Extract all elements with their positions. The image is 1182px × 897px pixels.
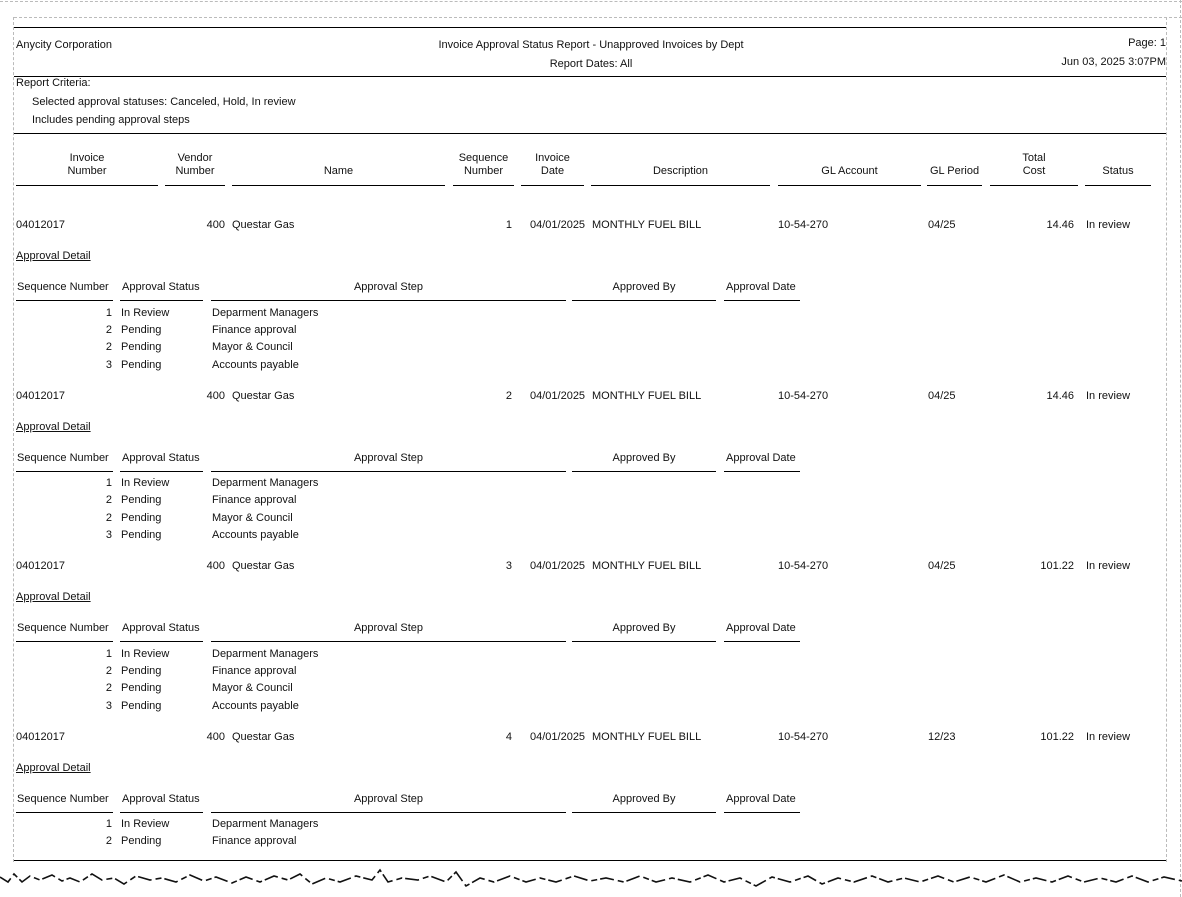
invoice-status: In review [1086,560,1131,572]
step-name: Finance approval [212,665,297,677]
vendor-number: 400 [206,731,225,743]
col-invoice-date-header: Invoice Date [535,152,570,177]
gl-account: 10-54-270 [778,560,829,572]
criteria-pending: Includes pending approval steps [32,114,190,126]
detail-approved-by-header: Approved By [612,281,676,293]
invoice-date: 04/01/2025 [530,560,586,572]
invoice-description: MONTHLY FUEL BILL [592,219,702,231]
detail-header-underline [572,471,716,472]
col-sequence-number-header: Sequence Number [458,152,509,177]
gl-account: 10-54-270 [778,390,829,402]
invoice-description: MONTHLY FUEL BILL [592,390,702,402]
vendor-name: Questar Gas [232,219,295,231]
invoice-status: In review [1086,731,1131,743]
step-sequence: 2 [105,665,112,677]
step-status: Pending [121,700,162,712]
step-sequence: 3 [105,700,112,712]
col-gl-period-header: GL Period [929,165,980,177]
invoice-date: 04/01/2025 [530,219,586,231]
header-underline [16,185,158,186]
step-status: Pending [121,665,162,677]
detail-header-underline [120,641,203,642]
total-cost: 101.22 [1040,731,1074,743]
invoice-status: In review [1086,219,1131,231]
step-status: Pending [121,324,162,336]
criteria-statuses: Selected approval statuses: Canceled, Hold, In review [32,96,296,108]
step-name: Accounts payable [212,700,299,712]
sequence-number: 1 [505,219,512,231]
detail-header-underline [16,471,113,472]
col-invoice-number-header: Invoice Number [67,152,107,177]
approval-detail-link[interactable]: Approval Detail [16,421,91,433]
step-status: In Review [121,818,170,830]
page-number: Page: 1 [1128,37,1166,49]
detail-sequence-header: Sequence Number [17,622,109,634]
margin-right-guide [1166,17,1167,862]
detail-step-header: Approval Step [353,452,424,464]
header-underline [591,185,770,186]
header-underline [778,185,921,186]
col-name-header: Name [323,165,354,177]
criteria-heading: Report Criteria: [16,77,91,89]
step-status: In Review [121,648,170,660]
invoice-number: 04012017 [16,390,65,402]
company-name: Anycity Corporation [16,39,112,51]
step-sequence: 2 [105,324,112,336]
detail-status-header: Approval Status [122,452,200,464]
step-name: Mayor & Council [212,682,293,694]
invoice-date: 04/01/2025 [530,390,586,402]
page-top-guide [0,1,1182,2]
invoice-number: 04012017 [16,560,65,572]
criteria-bottom-rule [14,133,1166,134]
header-underline [232,185,445,186]
detail-approved-by-header: Approved By [612,452,676,464]
detail-sequence-header: Sequence Number [17,452,109,464]
detail-header-underline [120,812,203,813]
gl-account: 10-54-270 [778,219,829,231]
detail-header-underline [724,300,800,301]
margin-left-guide [13,17,14,862]
detail-header-underline [724,471,800,472]
detail-approved-by-header: Approved By [612,793,676,805]
report-title: Invoice Approval Status Report - Unapproved Invoices by Dept [438,39,744,51]
step-sequence: 2 [105,682,112,694]
step-status: Pending [121,512,162,524]
header-underline [927,185,982,186]
detail-step-header: Approval Step [353,793,424,805]
sequence-number: 3 [505,560,512,572]
vendor-name: Questar Gas [232,560,295,572]
step-status: Pending [121,682,162,694]
header-underline [1085,185,1151,186]
step-status: Pending [121,341,162,353]
step-name: Mayor & Council [212,512,293,524]
step-name: Accounts payable [212,529,299,541]
col-status-header: Status [1102,165,1134,177]
detail-step-header: Approval Step [353,622,424,634]
header-bottom-rule [14,76,1166,77]
margin-top-guide [14,17,1182,18]
step-sequence: 3 [105,529,112,541]
detail-header-underline [120,471,203,472]
detail-header-underline [724,641,800,642]
vendor-name: Questar Gas [232,390,295,402]
step-name: Deparment Managers [212,307,319,319]
step-status: Pending [121,494,162,506]
header-underline [990,185,1078,186]
header-top-rule [14,27,1166,28]
vendor-name: Questar Gas [232,731,295,743]
step-status: In Review [121,477,170,489]
header-underline [453,185,514,186]
gl-period: 04/25 [928,390,956,402]
approval-detail-link[interactable]: Approval Detail [16,250,91,262]
gl-period: 04/25 [928,219,956,231]
vendor-number: 400 [206,560,225,572]
detail-header-underline [211,641,566,642]
detail-status-header: Approval Status [122,622,200,634]
col-total-cost-header: Total Cost [1022,152,1046,177]
step-sequence: 2 [105,341,112,353]
step-sequence: 1 [105,477,112,489]
detail-header-underline [16,641,113,642]
detail-approval-date-header: Approval Date [726,452,796,464]
vendor-number: 400 [206,219,225,231]
step-sequence: 1 [105,648,112,660]
invoice-description: MONTHLY FUEL BILL [592,731,702,743]
detail-approved-by-header: Approved By [612,622,676,634]
detail-header-underline [16,300,113,301]
step-status: Pending [121,359,162,371]
col-description-header: Description [652,165,709,177]
approval-detail-link[interactable]: Approval Detail [16,762,91,774]
sequence-number: 2 [505,390,512,402]
invoice-number: 04012017 [16,219,65,231]
detail-step-header: Approval Step [353,281,424,293]
sequence-number: 4 [505,731,512,743]
step-sequence: 2 [105,494,112,506]
torn-page-edge [0,860,1182,897]
detail-header-underline [724,812,800,813]
step-status: Pending [121,835,162,847]
detail-header-underline [572,641,716,642]
detail-header-underline [211,300,566,301]
detail-header-underline [572,812,716,813]
detail-approval-date-header: Approval Date [726,793,796,805]
invoice-number: 04012017 [16,731,65,743]
approval-detail-link[interactable]: Approval Detail [16,591,91,603]
step-name: Accounts payable [212,359,299,371]
step-sequence: 3 [105,359,112,371]
header-underline [165,185,225,186]
step-name: Deparment Managers [212,648,319,660]
header-underline [521,185,584,186]
detail-status-header: Approval Status [122,793,200,805]
step-sequence: 2 [105,835,112,847]
page-right-guide [1180,0,1181,897]
detail-approval-date-header: Approval Date [726,281,796,293]
step-sequence: 2 [105,512,112,524]
invoice-description: MONTHLY FUEL BILL [592,560,702,572]
detail-header-underline [120,300,203,301]
step-sequence: 1 [105,818,112,830]
gl-account: 10-54-270 [778,731,829,743]
step-name: Deparment Managers [212,477,319,489]
total-cost: 14.46 [1046,219,1074,231]
step-status: Pending [121,529,162,541]
report-dates: Report Dates: All [549,58,633,70]
invoice-date: 04/01/2025 [530,731,586,743]
step-name: Deparment Managers [212,818,319,830]
col-gl-account-header: GL Account [821,165,878,177]
detail-header-underline [211,471,566,472]
gl-period: 04/25 [928,560,956,572]
step-name: Finance approval [212,835,297,847]
vendor-number: 400 [206,390,225,402]
report-datetime: Jun 03, 2025 3:07PM [1061,56,1166,68]
gl-period: 12/23 [928,731,956,743]
detail-sequence-header: Sequence Number [17,793,109,805]
step-status: In Review [121,307,170,319]
invoice-status: In review [1086,390,1131,402]
detail-header-underline [211,812,566,813]
total-cost: 101.22 [1040,560,1074,572]
step-sequence: 1 [105,307,112,319]
step-name: Finance approval [212,324,297,336]
detail-approval-date-header: Approval Date [726,622,796,634]
step-name: Finance approval [212,494,297,506]
detail-header-underline [572,300,716,301]
step-name: Mayor & Council [212,341,293,353]
col-vendor-number-header: Vendor Number [175,152,215,177]
detail-status-header: Approval Status [122,281,200,293]
detail-sequence-header: Sequence Number [17,281,109,293]
total-cost: 14.46 [1046,390,1074,402]
detail-header-underline [16,812,113,813]
